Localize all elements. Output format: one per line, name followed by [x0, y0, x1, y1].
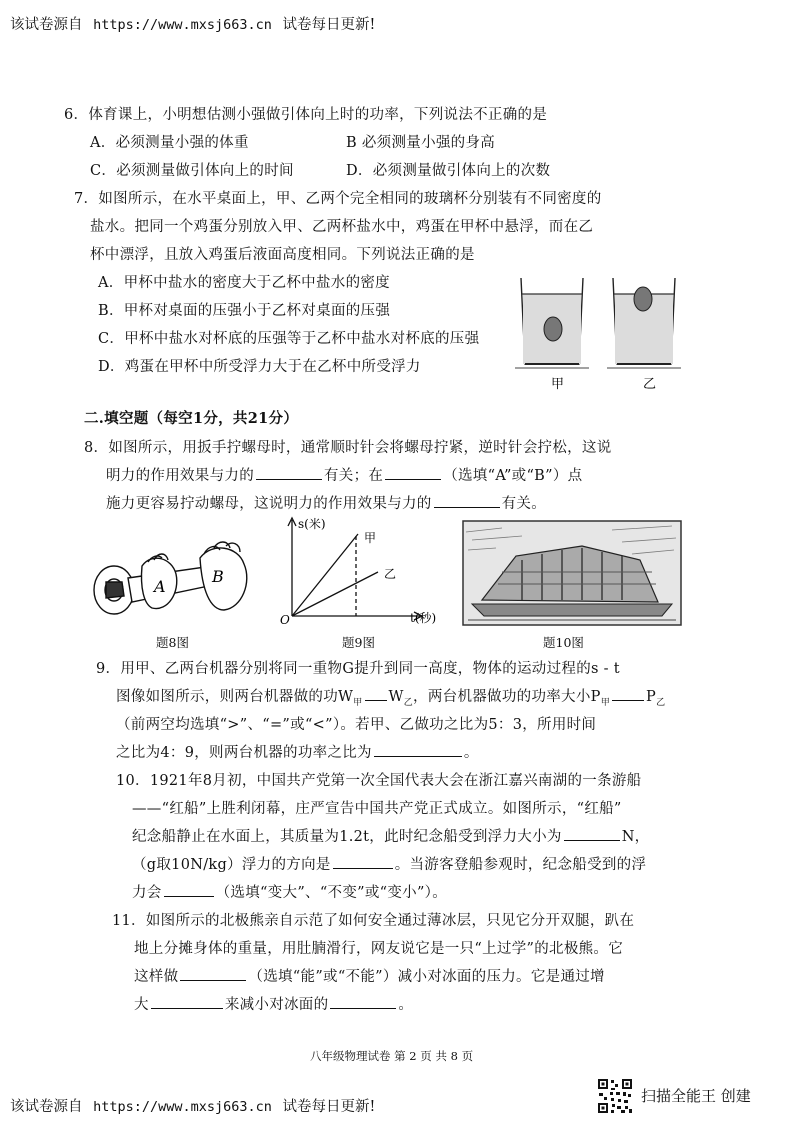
- q7-option-d: D．鸡蛋在甲杯中所受浮力大于在乙杯中所受浮力: [98, 359, 421, 375]
- glass-yi: [607, 278, 681, 368]
- q9-blank-1[interactable]: [365, 699, 387, 701]
- q8-line-2: [106, 464, 582, 485]
- fig9-label-jia: 甲: [364, 531, 377, 545]
- q6-option-c: C．必须测量做引体向上的时间: [90, 163, 294, 179]
- q8-line-3: [106, 492, 546, 513]
- q7-option-a: A．甲杯中盐水的密度大于乙杯中盐水的密度: [98, 275, 390, 291]
- q7-glasses-figure: [515, 272, 695, 394]
- q9-l2-part-a: 图像如图所示，则两台机器做的功W: [116, 689, 354, 705]
- page-footer: 八年级物理试卷 第 2 页 共 8 页: [310, 1049, 474, 1063]
- fig10-caption: 题10图: [543, 635, 584, 650]
- section2-title: 二.填空题（每空1分，共21分）: [84, 410, 299, 427]
- q9-sub-yi-1: 乙: [403, 697, 414, 708]
- q10-line-3: [132, 825, 649, 846]
- q8-l2-part-c: （选填“A”或“B”）点: [443, 468, 583, 484]
- q9-blank-3[interactable]: [374, 755, 462, 757]
- q10-l3-part-a: 纪念船静止在水面上，其质量为1.2t，此时纪念船受到浮力大小为: [132, 829, 562, 845]
- q8-blank-1[interactable]: [256, 478, 322, 480]
- q11-line-4: [134, 993, 413, 1014]
- q9-line-3: （前两空均选填“>”、“=”或“<”）。若甲、乙做功之比为5：3，所用时间: [116, 717, 597, 733]
- q8-l2-part-b: 有关；在: [324, 468, 384, 484]
- watermark-source-bottom: 该试卷源自: [10, 1099, 83, 1115]
- fig9-st-graph: [270, 512, 450, 626]
- q11-blank-2[interactable]: [151, 1007, 223, 1009]
- q8-blank-2[interactable]: [385, 478, 441, 480]
- q11-blank-1[interactable]: [180, 979, 246, 981]
- q9-l2-part-d: P: [646, 689, 657, 705]
- q9-sub-jia-2: 甲: [600, 697, 611, 708]
- q6-option-b: B 必须测量小强的身高: [346, 135, 496, 151]
- q8-l3-part-a: 施力更容易拧动螺母，这说明力的作用效果与力的: [106, 496, 432, 512]
- q9-blank-2[interactable]: [612, 699, 644, 701]
- q9-line-1: 9．用甲、乙两台机器分别将同一重物G提升到同一高度，物体的运动过程的s - t: [96, 661, 620, 677]
- q11-line-2: 地上分摊身体的重量，用肚腩滑行，网友说它是一只“上过学”的北极熊。它: [134, 941, 624, 957]
- q11-l4-part-c: 。: [398, 997, 414, 1013]
- fig8-label-A: A: [154, 577, 166, 596]
- fig9-line-yi: [292, 572, 378, 616]
- label-yi: 乙: [643, 377, 657, 392]
- egg-jia: [544, 317, 562, 341]
- label-jia: 甲: [551, 377, 565, 392]
- watermark-tail: 试卷每日更新!: [282, 17, 376, 33]
- q7-option-b: B．甲杯对桌面的压强小于乙杯对桌面的压强: [98, 303, 391, 319]
- watermark-source: 该试卷源自: [10, 17, 83, 33]
- q10-blank-2[interactable]: [333, 867, 393, 869]
- q11-l3-part-b: （选填“能”或“不能”）减小对冰面的压力。它是通过增: [248, 969, 605, 985]
- q10-l4-part-a: （g取10N/kg）浮力的方向是: [132, 857, 331, 873]
- q6-option-d: D．必须测量做引体向上的次数: [346, 163, 551, 179]
- fig9-origin: O: [280, 613, 290, 626]
- q8-line-1: 8．如图所示，用扳手拧螺母时，通常顺时针会将螺母拧紧，逆时针会拧松，这说: [84, 440, 612, 456]
- q9-l4-part-a: 之比为4：9，则两台机器的功率之比为: [116, 745, 372, 761]
- q9-line-4: [116, 741, 479, 762]
- glass-jia: [515, 278, 589, 368]
- q9-sub-yi-2: 乙: [656, 697, 666, 708]
- q11-line-1: 11．如图所示的北极熊亲自示范了如何安全通过薄冰层，只见它分开双腿，趴在: [112, 913, 635, 929]
- q10-l4-part-b: 。当游客登船参观时，纪念船受到的浮: [394, 857, 647, 873]
- qr-code-icon[interactable]: [597, 1078, 633, 1114]
- q11-blank-3[interactable]: [330, 1007, 396, 1009]
- fig9-ylabel: s(米): [298, 517, 326, 531]
- q10-l3-part-b: N，: [621, 829, 650, 845]
- q11-l4-part-b: 来减小对冰面的: [224, 997, 329, 1013]
- watermark-top: [10, 13, 375, 34]
- q7-stem-3: 杯中漂浮，且放入鸡蛋后液面高度相同。下列说法正确的是: [90, 247, 475, 263]
- fig8-label-B: B: [212, 567, 224, 586]
- q6-option-a: A．必须测量小强的体重: [90, 135, 249, 151]
- fig9-xlabel: t(秒): [410, 611, 437, 625]
- q6-stem: 6．体育课上，小明想估测小强做引体向上时的功率，下列说法不正确的是: [64, 107, 548, 123]
- q11-l3-part-a: 这样做: [134, 969, 179, 985]
- q10-line-2: ——“红船”上胜利闭幕，庄严宣告中国共产党正式成立。如图所示，“红船”: [132, 801, 622, 817]
- fig9-line-jia: [292, 534, 358, 616]
- q9-l2-part-c: ，两台机器做功的功率大小P: [413, 689, 601, 705]
- fig8-caption: 题8图: [156, 635, 189, 650]
- q7-stem-1: 7．如图所示，在水平桌面上，甲、乙两个完全相同的玻璃杯分别装有不同密度的: [74, 191, 602, 207]
- q7-option-c: C．甲杯中盐水对杯底的压强等于乙杯中盐水对杯底的压强: [98, 331, 480, 347]
- scanner-label: 扫描全能王 创建: [641, 1087, 751, 1105]
- q8-l2-part-a: 明力的作用效果与力的: [106, 468, 254, 484]
- fig8-wrench: [92, 538, 264, 626]
- q11-line-3: [134, 965, 605, 986]
- q10-line-4: [132, 853, 646, 874]
- egg-yi: [634, 287, 652, 311]
- q9-l4-part-b: 。: [463, 745, 479, 761]
- q10-line-1: 10．1921年8月初，中国共产党第一次全国代表大会在浙江嘉兴南湖的一条游船: [116, 773, 642, 789]
- q10-line-5: [132, 881, 447, 902]
- watermark-tail-bottom: 试卷每日更新!: [282, 1099, 376, 1115]
- fig9-caption: 题9图: [342, 635, 375, 650]
- q9-l2-part-b: W: [388, 689, 404, 705]
- fig10-boat-photo: [462, 520, 682, 626]
- q8-l3-part-b: 有关。: [501, 496, 547, 512]
- q10-l5-part-b: （选填“变大”、“不变”或“变小”）。: [215, 885, 448, 901]
- q7-stem-2: 盐水。把同一个鸡蛋分别放入甲、乙两杯盐水中，鸡蛋在甲杯中悬浮，而在乙: [90, 219, 594, 235]
- watermark-bottom: [10, 1095, 375, 1116]
- fig9-label-yi: 乙: [384, 567, 397, 581]
- q9-sub-jia-1: 甲: [353, 697, 363, 708]
- q9-line-2: [116, 685, 665, 708]
- q11-l4-part-a: 大: [134, 997, 149, 1013]
- q8-blank-3[interactable]: [434, 506, 500, 508]
- q10-blank-1[interactable]: [564, 839, 620, 841]
- q10-blank-3[interactable]: [164, 895, 214, 897]
- watermark-url[interactable]: https://www.mxsj663.cn: [93, 17, 272, 33]
- watermark-url-bottom[interactable]: https://www.mxsj663.cn: [93, 1099, 272, 1115]
- q10-l5-part-a: 力会: [132, 885, 162, 901]
